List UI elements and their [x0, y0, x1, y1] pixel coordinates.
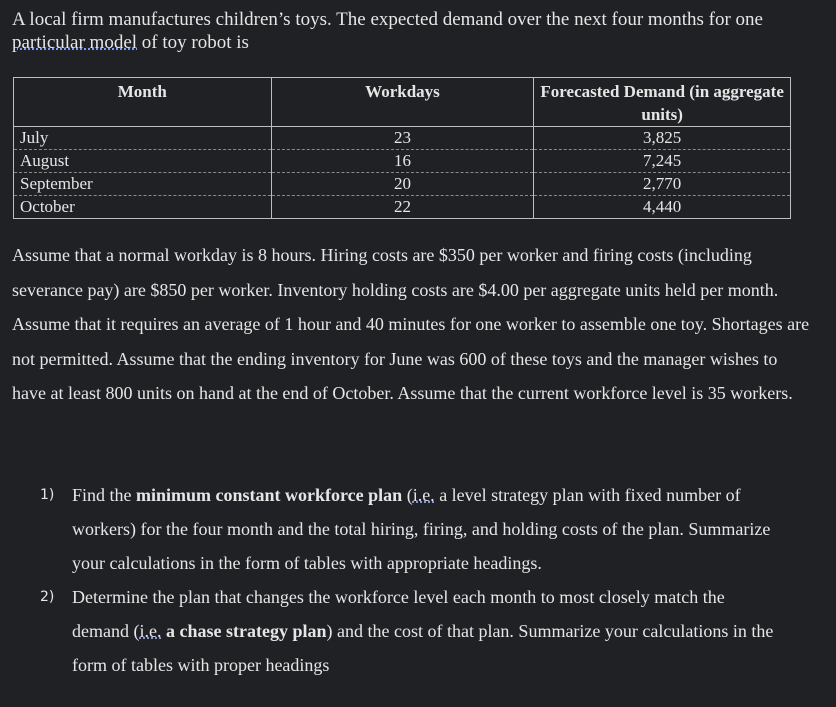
question-text: a level strategy plan with fixed number of workers) for the four month and the total hiring, firing, and holding costs of the plan. Summarize your calculations in the form of tables with appropriate headings.: [72, 485, 771, 573]
question-text: Find the: [72, 485, 137, 505]
intro-text-underlined: particular model: [12, 32, 138, 53]
intro-text-before: A local firm manufactures children’s toys. The expected demand over the next four months for one: [12, 9, 763, 30]
question-text: Determine the plan that changes the workforce level each month to most closely match the demand (: [72, 587, 725, 641]
table-row: [14, 127, 791, 150]
table-row: [14, 173, 791, 196]
cell-month: September: [14, 173, 272, 196]
cell-workdays: 16: [271, 150, 534, 173]
cell-demand: 2,770: [534, 173, 791, 196]
demand-table: [13, 77, 791, 219]
assumptions-paragraph: Assume that a normal workday is 8 hours. Hiring costs are $350 per worker and firing costs (including severance pay) are $850 per worker. Inventory holding costs are $4.00 per aggregate units held per month. Assume that it requires an average of 1 hour and 40 minutes for one worker to assemble one toy. Shortages are not permitted. Assume that the ending inventory for June was 600 of these toys and the manager wishes to have at least 800 units on hand at the end of October. Assume that the current workforce level is 35 workers.: [12, 245, 810, 403]
table-row: [14, 196, 791, 219]
question-number: 2): [40, 589, 55, 605]
list-item: [40, 580, 780, 682]
cell-month: August: [14, 150, 272, 173]
header-forecasted-demand: Forecasted Demand (in aggregate units): [534, 78, 791, 127]
questions-list: [40, 478, 780, 682]
cell-month: July: [14, 127, 272, 150]
cell-month: October: [14, 196, 272, 219]
cell-workdays: 20: [271, 173, 534, 196]
question-text: ) and the cost of that plan. Summarize your calculations in the form of tables with proper headings: [72, 621, 774, 675]
cell-demand: 4,440: [534, 196, 791, 219]
question-text: (: [402, 485, 413, 505]
intro-text-after: of toy robot is: [137, 32, 249, 53]
cell-workdays: 22: [271, 196, 534, 219]
cell-workdays: 23: [271, 127, 534, 150]
question-ie-text: i.e.: [139, 621, 162, 641]
question-bold-text: a chase strategy plan: [161, 621, 327, 641]
question-ie-text: i.e.: [412, 485, 435, 505]
table-header-row: [14, 78, 791, 127]
intro-paragraph: [12, 8, 812, 54]
question-bold-text: minimum constant workforce plan: [136, 485, 403, 505]
header-month: Month: [14, 78, 272, 127]
question-number: 1): [40, 487, 55, 503]
list-item: [40, 478, 780, 580]
table-row: [14, 150, 791, 173]
cell-demand: 7,245: [534, 150, 791, 173]
header-workdays: Workdays: [271, 78, 534, 127]
cell-demand: 3,825: [534, 127, 791, 150]
